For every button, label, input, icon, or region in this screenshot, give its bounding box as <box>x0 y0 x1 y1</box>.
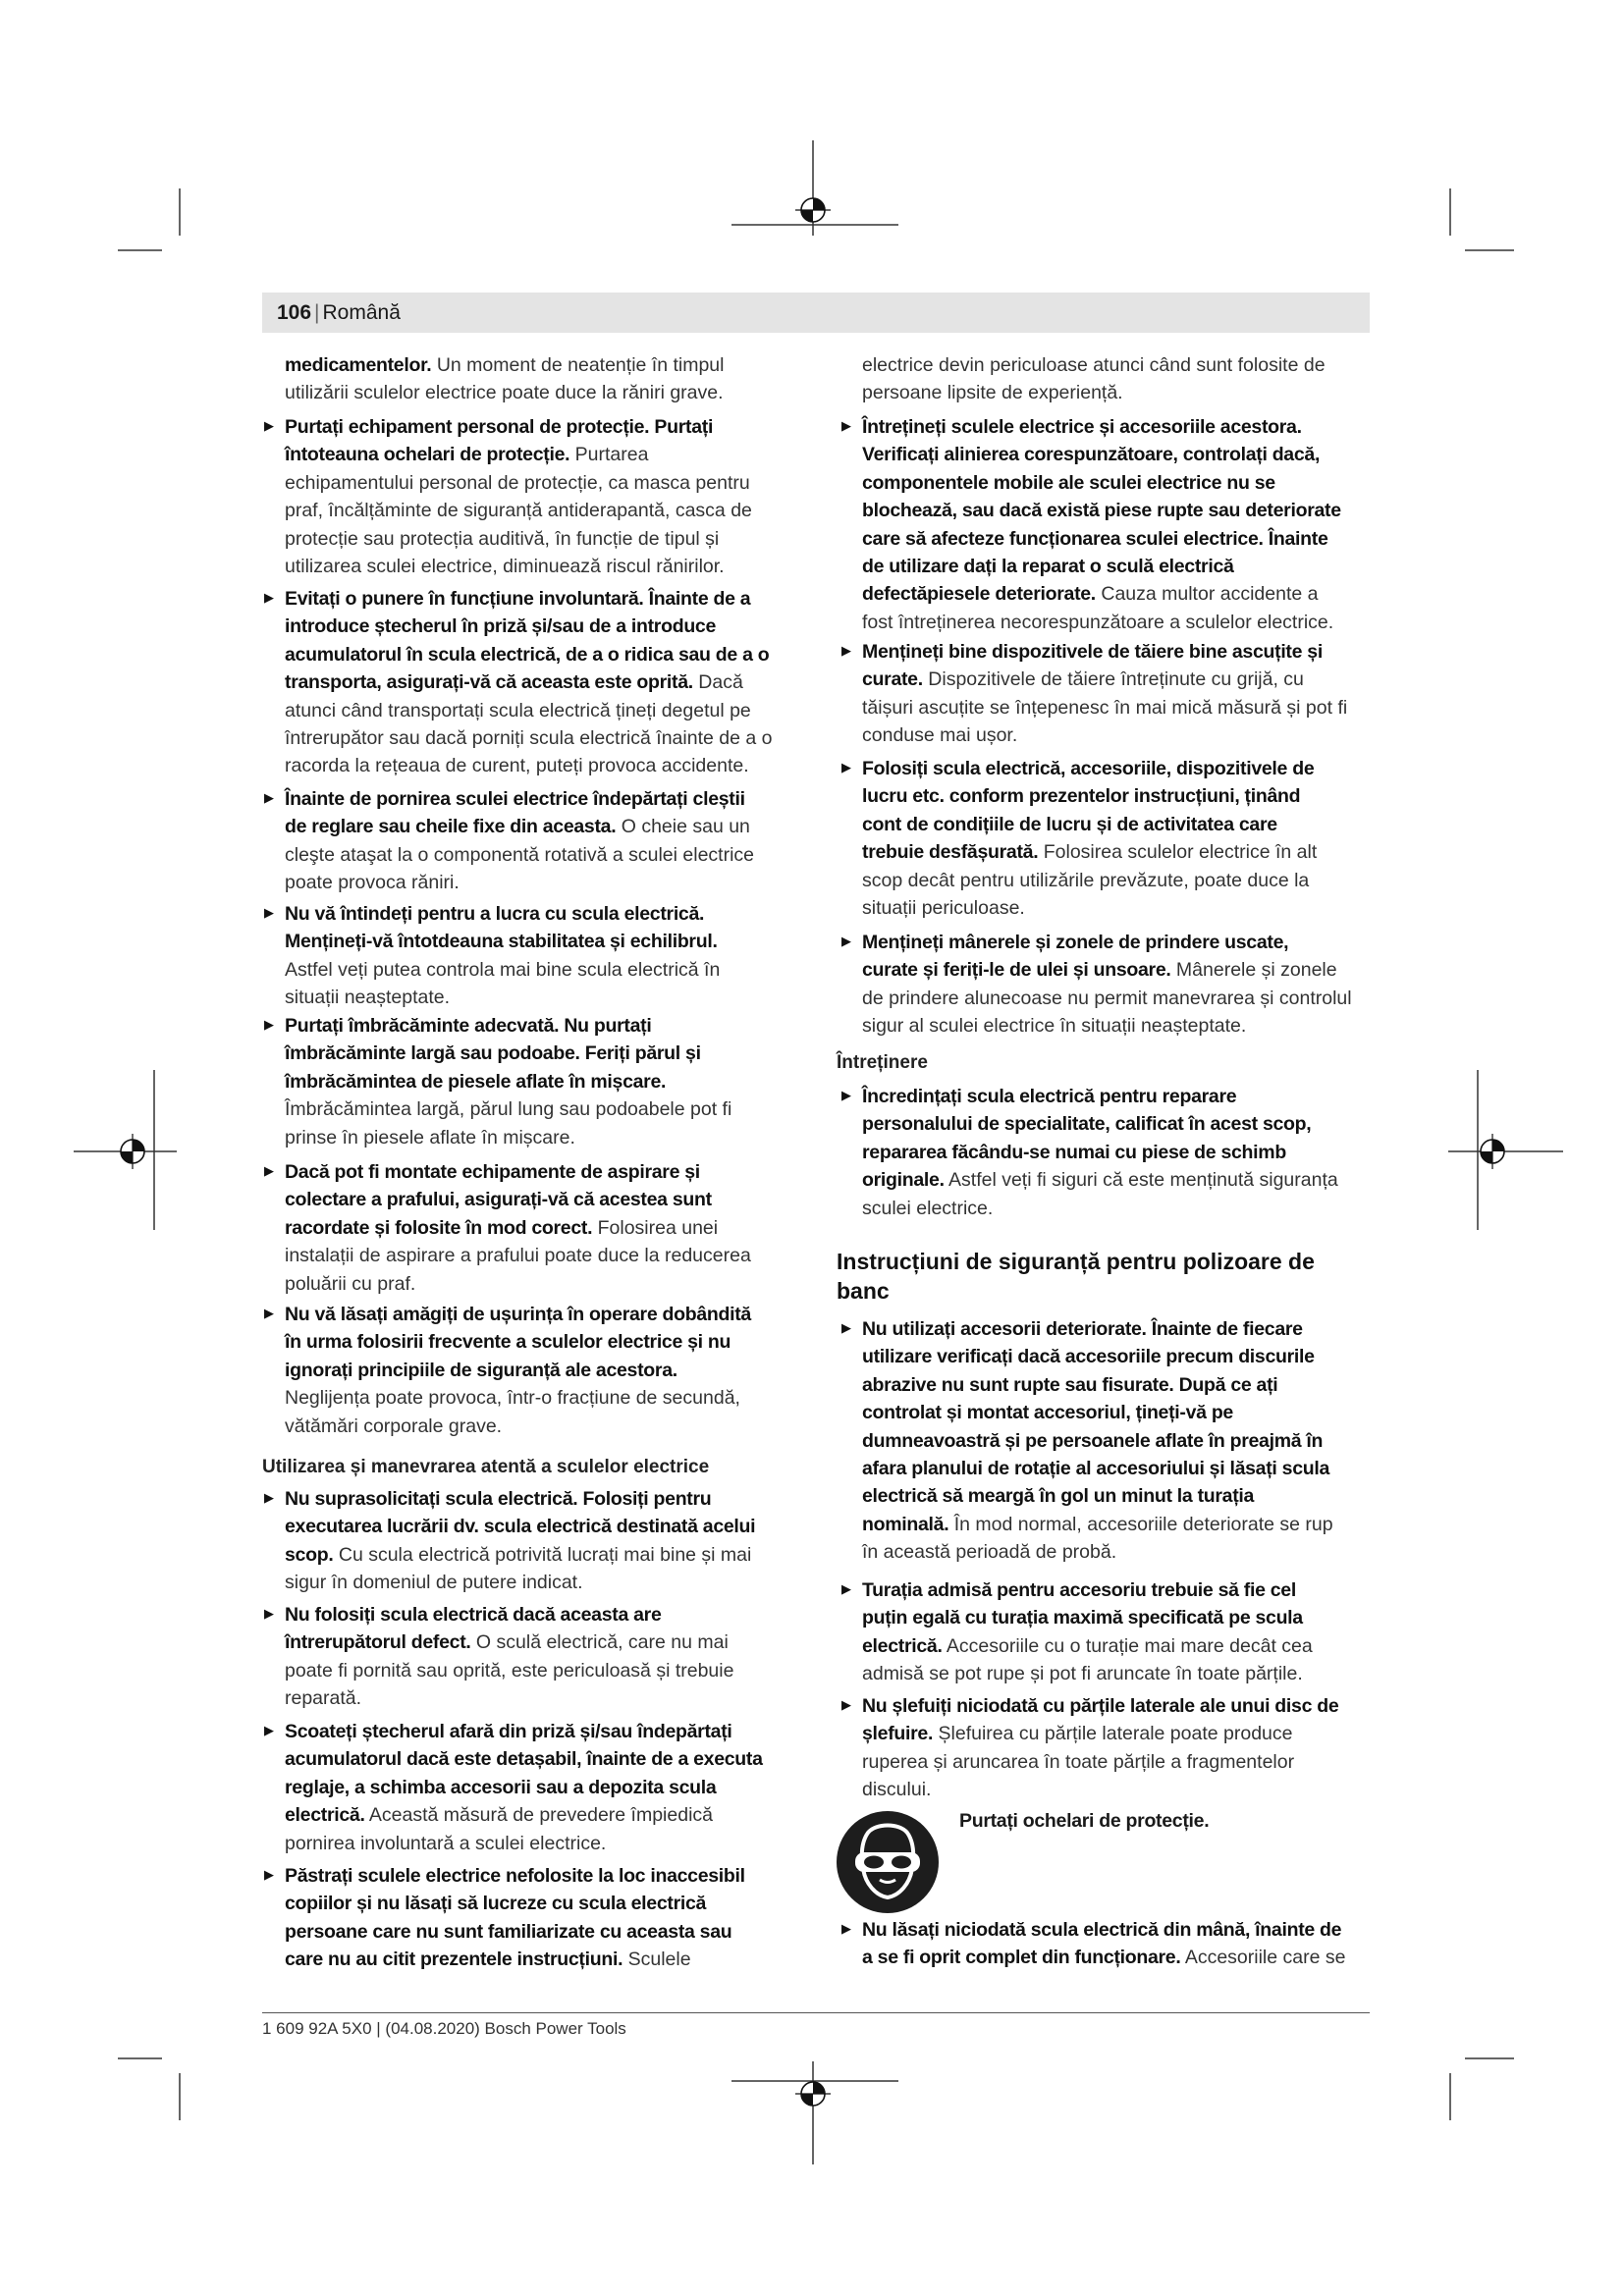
text-line <box>862 1944 1345 1971</box>
text-line <box>285 1946 745 1973</box>
text-line <box>285 984 720 1011</box>
bold-text: a se fi oprit complet din funcționare. <box>862 1947 1181 1969</box>
text-line <box>862 1511 1333 1538</box>
registration-mark-top <box>795 198 831 222</box>
text-line <box>862 1720 1338 1747</box>
body-text: Neglijența poate provoca, într-o fracțiune de secundă, <box>285 1387 740 1410</box>
body-text: Dispozitivele de tăiere întreținute cu grijă, cu <box>922 668 1304 691</box>
bold-text: întrerupătorul defect. <box>285 1631 471 1654</box>
body-text: Purtarea <box>569 444 649 466</box>
text-line <box>862 956 1352 984</box>
section-title-line: banc <box>837 1278 890 1304</box>
text-line <box>862 1604 1313 1631</box>
text-line <box>285 1718 763 1745</box>
bullet-paragraph <box>264 413 752 580</box>
bullet-icon: ▶ <box>264 1491 274 1506</box>
text-line <box>285 1541 755 1569</box>
body-text: persoane lipsite de experiență. <box>862 382 1123 404</box>
bold-text: personalului de specialitate, calificat în acest scop, <box>862 1113 1312 1136</box>
bold-text: Nu lăsați niciodată scula electrică din mână, înainte de <box>862 1919 1342 1941</box>
body-text: Această măsură de prevedere împiedică <box>364 1804 714 1827</box>
registration-line-right <box>1448 1070 1563 1230</box>
body-text: situații neașteptate. <box>285 987 451 1009</box>
bullet-icon: ▶ <box>841 1922 851 1937</box>
body-text: utilizării sculelor electrice poate duce la răniri grave. <box>285 382 724 404</box>
section-title <box>837 1247 1315 1306</box>
bold-text: care nu au citit prezentele instrucțiuni. <box>285 1949 623 1971</box>
text-line <box>285 1657 733 1684</box>
bold-text: trebuie desfășurată. <box>862 841 1039 864</box>
bold-text: șlefuire. <box>862 1723 934 1745</box>
bold-text: Întrețineți sculele electrice și accesoriile acestora. <box>862 416 1302 438</box>
bold-text: Mențineți bine dispozitivele de tăiere bine ascuțite și <box>862 641 1323 663</box>
bold-text: controlat și montat accesoriul, țineți-vă pe <box>862 1402 1233 1424</box>
text-line <box>285 1629 733 1656</box>
footer-rule <box>262 2012 1370 2013</box>
text-line <box>285 1214 751 1242</box>
text-line <box>285 1413 751 1440</box>
eye-protection-icon <box>835 1809 941 1915</box>
bullet-paragraph <box>264 1485 756 1597</box>
bold-text: executarea lucrării dv. scula electrică destinată acelui <box>285 1516 756 1538</box>
text-line <box>285 956 720 984</box>
text-line <box>862 1748 1338 1776</box>
bold-text: utilizare verificați dacă accesoriile precum discurile <box>862 1346 1315 1368</box>
bold-text: racordate și folosite în mod corect. <box>285 1216 593 1239</box>
bold-text: copiilor și nu lăsați să lucreze cu scula electrică <box>285 1893 707 1915</box>
text-line <box>285 613 772 640</box>
bold-text: repararea făcându-se numai cu piese de schimb <box>862 1141 1286 1163</box>
text-line <box>285 1301 751 1328</box>
text-line <box>862 1371 1333 1399</box>
bold-text: colectare a prafului, asigurați-vă că acestea sunt <box>285 1189 712 1211</box>
text-line <box>285 841 754 869</box>
bullet-paragraph <box>841 1315 1333 1567</box>
body-text: Sculele <box>623 1949 691 1971</box>
bullet-paragraph <box>264 1601 734 1713</box>
bullet-paragraph <box>841 413 1341 636</box>
bold-text: Mențineți mânerele și zonele de prindere uscate, <box>862 932 1289 953</box>
text-line <box>862 1110 1338 1138</box>
crop-mark-top-left <box>118 188 180 250</box>
bullet-paragraph <box>841 1576 1313 1688</box>
body-text: poate provoca răniri. <box>285 872 460 894</box>
text-line <box>285 1513 755 1540</box>
text-line <box>285 1242 751 1269</box>
text-line <box>285 413 752 441</box>
text-line <box>862 985 1352 1012</box>
bold-text: Verificați alinierea corespunzătoare, controlați dacă, <box>862 444 1321 466</box>
body-text: prinse în piesele aflate în mișcare. <box>285 1126 575 1148</box>
bold-text: îmbrăcămintea de piesele aflate în mișcare. <box>285 1070 667 1093</box>
text-line <box>862 1315 1333 1343</box>
bold-text: medicamentelor. <box>285 354 432 376</box>
body-text: praf, încălțăminte de siguranță antiderapantă, casca de <box>285 500 752 522</box>
body-text: instalații de aspirare a prafului poate duce la reducerea <box>285 1245 751 1267</box>
text-line <box>862 1576 1313 1604</box>
text-line <box>285 928 720 955</box>
text-line <box>862 609 1341 636</box>
bullet-paragraph <box>841 1916 1346 1972</box>
text-line <box>862 1083 1338 1110</box>
bullet-icon: ▶ <box>841 761 851 775</box>
text-line <box>862 1012 1352 1040</box>
bold-text: cont de condițiile de lucru și de activitatea care <box>862 813 1277 835</box>
body-text: racorda la rețeaua de curent, puteți provoca accidente. <box>285 755 749 777</box>
body-text: întrerupător sau dacă porniți scula electrică înainte de a o <box>285 726 773 749</box>
text-line <box>862 755 1317 782</box>
maintenance-heading: Întreținere <box>837 1052 928 1073</box>
text-line <box>862 1692 1338 1720</box>
text-line <box>285 1068 731 1095</box>
body-text: Accesoriile care se <box>1180 1947 1346 1969</box>
text-line <box>285 900 720 928</box>
bold-text: lucru etc. conform prezentelor instrucțiuni, ținând <box>862 785 1301 808</box>
body-text: sigur al sculei electrice în situații neașteptate. <box>862 1015 1247 1038</box>
section-heading: Utilizarea și manevrarea atentă a sculelor electrice <box>262 1457 710 1477</box>
text-line <box>285 869 754 896</box>
text-line <box>862 1399 1333 1426</box>
text-line <box>285 1485 755 1513</box>
body-text: admisă se pot rupe și pot fi aruncate în toate părțile. <box>862 1663 1303 1685</box>
text-line <box>862 1660 1313 1687</box>
bullet-paragraph <box>264 900 721 1012</box>
bold-text: scop. <box>285 1543 334 1566</box>
text-line <box>862 1343 1333 1370</box>
bold-text: Păstrați sculele electrice nefolosite la loc inaccesibil <box>285 1865 745 1887</box>
bullet-icon: ▶ <box>841 644 851 659</box>
bullet-icon: ▶ <box>264 791 274 806</box>
body-text: ruperea și aruncarea în toate părțile a fragmentelor <box>862 1750 1295 1773</box>
bold-text: Scoateți ștecherul afară din priză și/sau îndepărtați <box>285 1721 732 1742</box>
bold-text: electrică. <box>862 1634 943 1657</box>
header-text <box>277 300 401 326</box>
text-line <box>285 1801 763 1829</box>
body-text: O sculă electrică, care nu mai <box>470 1631 729 1654</box>
bold-text: abrazive nu sunt rupte sau fisurate. După ce ați <box>862 1373 1278 1396</box>
text-line <box>862 1632 1313 1660</box>
text-line <box>285 1012 731 1040</box>
body-text: O cheie sau un <box>616 816 750 838</box>
text-line <box>285 1569 755 1596</box>
bold-text: de reglare sau cheile fixe din aceasta. <box>285 816 617 838</box>
bold-text: Nu utilizați accesorii deteriorate. Înainte de fiecare <box>862 1318 1303 1340</box>
paragraph <box>862 351 1326 407</box>
page-header <box>262 293 1370 333</box>
text-line <box>862 525 1341 553</box>
body-text: Dacă <box>692 671 743 694</box>
text-line <box>285 785 754 813</box>
text-line <box>285 1158 751 1186</box>
bullet-paragraph <box>264 1718 763 1857</box>
bold-text: electrică să meargă în gol un minut la turația <box>862 1485 1255 1508</box>
body-text: echipamentului personal de protecție, ca masca pentru <box>285 471 750 494</box>
text-line <box>862 838 1317 866</box>
bold-text: originale. <box>862 1169 945 1192</box>
text-line <box>285 641 772 668</box>
text-line <box>862 894 1317 922</box>
text-line <box>285 1040 731 1067</box>
bold-text: electrică. <box>285 1804 365 1827</box>
text-line <box>862 441 1341 468</box>
text-line <box>862 721 1347 749</box>
body-text: Astfel veți putea controla mai bine scula electrică în <box>285 958 721 981</box>
body-text: vătămări corporale grave. <box>285 1415 503 1437</box>
bold-text: Purtați echipament personal de protecție. Purtați <box>285 416 714 438</box>
bullet-paragraph <box>264 1862 745 1974</box>
body-text: în această perioadă de probă. <box>862 1541 1117 1564</box>
bullet-icon: ▶ <box>841 419 851 434</box>
bold-text: Nu vă lăsați amăgiți de ușurința în operare dobândită <box>285 1304 751 1325</box>
body-text: protecție sau protecția auditivă, în funcție de tipul și <box>285 527 720 550</box>
footer-text: 1 609 92A 5X0 | (04.08.2020) Bosch Power Tools <box>262 2019 626 2038</box>
text-line <box>862 1427 1333 1455</box>
bold-text: nominală. <box>862 1513 949 1535</box>
bold-text: acumulatorul dacă este detașabil, înainte de a executa <box>285 1748 763 1771</box>
bold-text: dumneavoastră și pe persoanele aflate în preajmă în <box>862 1429 1324 1452</box>
bullet-icon: ▶ <box>264 906 274 921</box>
body-text: Folosirea unei <box>592 1216 719 1239</box>
text-line <box>862 811 1317 838</box>
text-line <box>862 1916 1345 1944</box>
section-title-line: Instrucțiuni de siguranță pentru polizoare de <box>837 1249 1315 1274</box>
bold-text: curate și feriți-le de ulei și unsoare. <box>862 959 1171 982</box>
body-text: atunci când transportați scula electrică țineți degetul pe <box>285 699 751 721</box>
text-line <box>862 379 1326 406</box>
bold-text: ignorați principiile de siguranță ale acestora. <box>285 1359 677 1381</box>
text-line <box>285 1328 751 1356</box>
body-text: poluării cu praf. <box>285 1272 416 1295</box>
text-line <box>862 867 1317 894</box>
bullet-icon: ▶ <box>264 1607 274 1622</box>
text-line <box>862 1139 1338 1166</box>
text-line <box>285 553 752 580</box>
bullet-icon: ▶ <box>841 1089 851 1103</box>
body-text: Îmbrăcămintea largă, părul lung sau podoabele pot fi <box>285 1098 732 1121</box>
bold-text: persoane care nu sunt familiarizate cu aceasta sau <box>285 1920 732 1943</box>
body-text: Astfel veți fi siguri că este menținută siguranța <box>944 1169 1338 1192</box>
bullet-paragraph <box>841 755 1318 922</box>
text-line <box>285 441 752 468</box>
text-line <box>285 1684 733 1712</box>
text-line <box>285 1890 745 1917</box>
bold-text: Nu vă întindeți pentru a lucra cu scula electrică. <box>285 903 705 925</box>
body-text: pornirea involuntară a sculei electrice. <box>285 1832 607 1854</box>
body-text: scop decât pentru utilizările prevăzute, poate duce la <box>862 869 1310 891</box>
bold-text: introduce ștecherul în priză și/sau de a introduce <box>285 615 717 638</box>
bold-text: curate. <box>862 668 923 691</box>
body-text: de prindere alunecoase nu permit manevrarea și controlul <box>862 987 1352 1009</box>
bold-text: întoteauna ochelari de protecție. <box>285 444 570 466</box>
language-label: Română <box>322 301 401 324</box>
bullet-icon: ▶ <box>841 1321 851 1336</box>
bold-text: transporta, asigurați-vă că aceasta este oprită. <box>285 671 693 694</box>
body-text: În mod normal, accesoriile deteriorate se rup <box>948 1513 1333 1535</box>
body-text: tăișuri ascuțite se înțepenesc în mai mică măsură și pot fi <box>862 696 1348 719</box>
bullet-icon: ▶ <box>264 1307 274 1321</box>
bullet-icon: ▶ <box>841 1582 851 1597</box>
bullet-paragraph <box>264 1301 751 1440</box>
bold-text: Turația admisă pentru accesoriu trebuie să fie cel <box>862 1579 1296 1601</box>
bullet-icon: ▶ <box>264 1724 274 1738</box>
text-line <box>862 469 1341 497</box>
text-line <box>862 666 1347 693</box>
text-line <box>862 1538 1333 1566</box>
body-text: Folosirea sculelor electrice în alt <box>1038 841 1318 864</box>
bold-text: Purtați îmbrăcăminte adecvată. Nu purtați <box>285 1015 652 1037</box>
text-line <box>285 1270 751 1298</box>
text-line <box>862 1482 1333 1510</box>
registration-mark-left <box>121 1134 144 1169</box>
registration-mark-right <box>1481 1134 1504 1169</box>
text-line <box>862 782 1317 810</box>
text-line <box>285 1918 745 1946</box>
bold-text: Nu suprasolicitați scula electrică. Folosiți pentru <box>285 1488 712 1510</box>
text-line <box>285 668 772 696</box>
text-line <box>862 1166 1338 1194</box>
text-line <box>285 351 725 379</box>
body-text: Accesoriile cu o turație mai mare decât cea <box>942 1634 1313 1657</box>
paragraph <box>285 351 725 407</box>
body-text: sculei electrice. <box>862 1197 994 1219</box>
bullet-paragraph <box>264 785 755 897</box>
body-text: situații periculoase. <box>862 896 1025 919</box>
body-text: Un moment de neatenție în timpul <box>431 354 725 376</box>
text-line <box>285 1774 763 1801</box>
text-line <box>285 525 752 553</box>
bullet-paragraph <box>841 1083 1338 1222</box>
body-text: discului. <box>862 1779 932 1801</box>
bullet-paragraph <box>264 585 773 780</box>
body-text: Șlefuirea cu părțile laterale poate produce <box>933 1723 1293 1745</box>
header-separator: | <box>314 301 320 324</box>
bold-text: de utilizare dați la reparat o sculă electrică <box>862 555 1234 577</box>
bullet-icon: ▶ <box>264 591 274 606</box>
text-line <box>285 697 772 724</box>
bullet-icon: ▶ <box>264 1164 274 1179</box>
registration-mark-bottom <box>795 2082 831 2106</box>
page-number: 106 <box>277 301 312 324</box>
text-line <box>285 1095 731 1123</box>
text-line <box>285 497 752 524</box>
text-line <box>285 1862 745 1890</box>
text-line <box>285 469 752 497</box>
bold-text: Încredințați scula electrică pentru reparare <box>862 1086 1237 1107</box>
bullet-icon: ▶ <box>264 419 274 434</box>
bold-text: Nu șlefuiți niciodată cu părțile laterale ale unui disc de <box>862 1695 1339 1717</box>
bold-text: afara planului de rotație al accesoriului și lăsați scula <box>862 1457 1330 1479</box>
bold-text: Înainte de pornirea sculei electrice îndepărtați cleștii <box>285 788 745 810</box>
body-text: reparată. <box>285 1687 362 1710</box>
bold-text: puțin egală cu turația maximă specificată pe scula <box>862 1607 1303 1629</box>
body-text: sigur în domeniul de putere indicat. <box>285 1572 583 1594</box>
body-text: electrice devin periculoase atunci când sunt folosite de <box>862 354 1326 376</box>
text-line <box>285 1745 763 1773</box>
text-line <box>862 929 1352 956</box>
bold-text: în urma folosirii frecvente a sculelor electrice și nu <box>285 1331 731 1354</box>
text-line <box>285 585 772 613</box>
text-line <box>862 1776 1338 1803</box>
body-text: poate fi pornită sau oprită, este periculoasă și trebuie <box>285 1659 734 1682</box>
body-text: Cauza multor accidente a <box>1095 583 1319 606</box>
text-line <box>285 1384 751 1412</box>
bold-text: reglaje, a schimba accesorii sau a depozita scula <box>285 1776 717 1798</box>
bullet-paragraph <box>841 638 1348 750</box>
text-line <box>285 1830 763 1857</box>
bullet-icon: ▶ <box>841 1698 851 1713</box>
bullet-paragraph <box>264 1158 751 1298</box>
bold-text: componentele mobile ale sculei electrice nu se <box>862 471 1275 494</box>
body-text: cleşte ataşat la o componentă rotativă a sculei electrice <box>285 843 755 866</box>
bullet-icon: ▶ <box>264 1018 274 1033</box>
bold-text: blochează, sau dacă există piese rupte sau deteriorate <box>862 500 1341 522</box>
bold-text: Nu folosiți scula electrică dacă aceasta are <box>285 1604 662 1626</box>
body-text: fost întreținerea necorespunzătoare a sculelor electrice. <box>862 611 1334 633</box>
text-line <box>862 351 1326 379</box>
body-text: utilizarea sculei electrice, diminuează riscul rănirilor. <box>285 555 725 577</box>
bullet-icon: ▶ <box>264 1868 274 1883</box>
text-line <box>285 1186 751 1213</box>
text-line <box>285 752 772 779</box>
bullet-icon: ▶ <box>841 934 851 949</box>
crop-mark-top-right <box>1450 188 1514 250</box>
bold-text: Evitați o punere în funcțiune involuntară. Înainte de a <box>285 588 751 610</box>
bold-text: defectăpiesele deteriorate. <box>862 583 1096 606</box>
bullet-paragraph <box>841 929 1352 1041</box>
text-line <box>862 497 1341 524</box>
bold-text: Dacă pot fi montate echipamente de aspirare și <box>285 1161 700 1183</box>
text-line <box>285 1124 731 1151</box>
eye-protection-label: Purtați ochelari de protecție. <box>959 1810 1210 1832</box>
text-line <box>285 379 725 406</box>
crop-mark-bottom-right <box>1450 2058 1514 2120</box>
text-line <box>285 1601 733 1629</box>
body-text: conduse mai ușor. <box>862 724 1018 747</box>
bold-text: acumulatorul în scula electrică, de a o ridica sau de a o <box>285 643 770 666</box>
registration-line-bottom <box>731 2061 898 2164</box>
crop-mark-bottom-left <box>118 2058 180 2120</box>
text-line <box>862 413 1341 441</box>
text-line <box>862 638 1347 666</box>
text-line <box>285 813 754 840</box>
bullet-paragraph <box>841 1692 1339 1804</box>
text-line <box>862 1455 1333 1482</box>
bullet-paragraph <box>264 1012 732 1151</box>
text-line <box>285 1357 751 1384</box>
bold-text: Mențineți-vă întotdeauna stabilitatea și echilibrul. <box>285 931 718 953</box>
bold-text: îmbrăcăminte largă sau podoabe. Feriți părul și <box>285 1042 701 1065</box>
text-line <box>862 694 1347 721</box>
text-line <box>862 553 1341 580</box>
bold-text: Folosiți scula electrică, accesoriile, dispozitivele de <box>862 758 1315 779</box>
body-text: Mânerele și zonele <box>1170 959 1337 982</box>
text-line <box>285 724 772 752</box>
bold-text: care să afecteze funcționarea sculei electrice. Înainte <box>862 527 1328 550</box>
text-line <box>862 1195 1338 1222</box>
text-line <box>862 580 1341 608</box>
body-text: Cu scula electrică potrivită lucrați mai bine și mai <box>333 1543 752 1566</box>
